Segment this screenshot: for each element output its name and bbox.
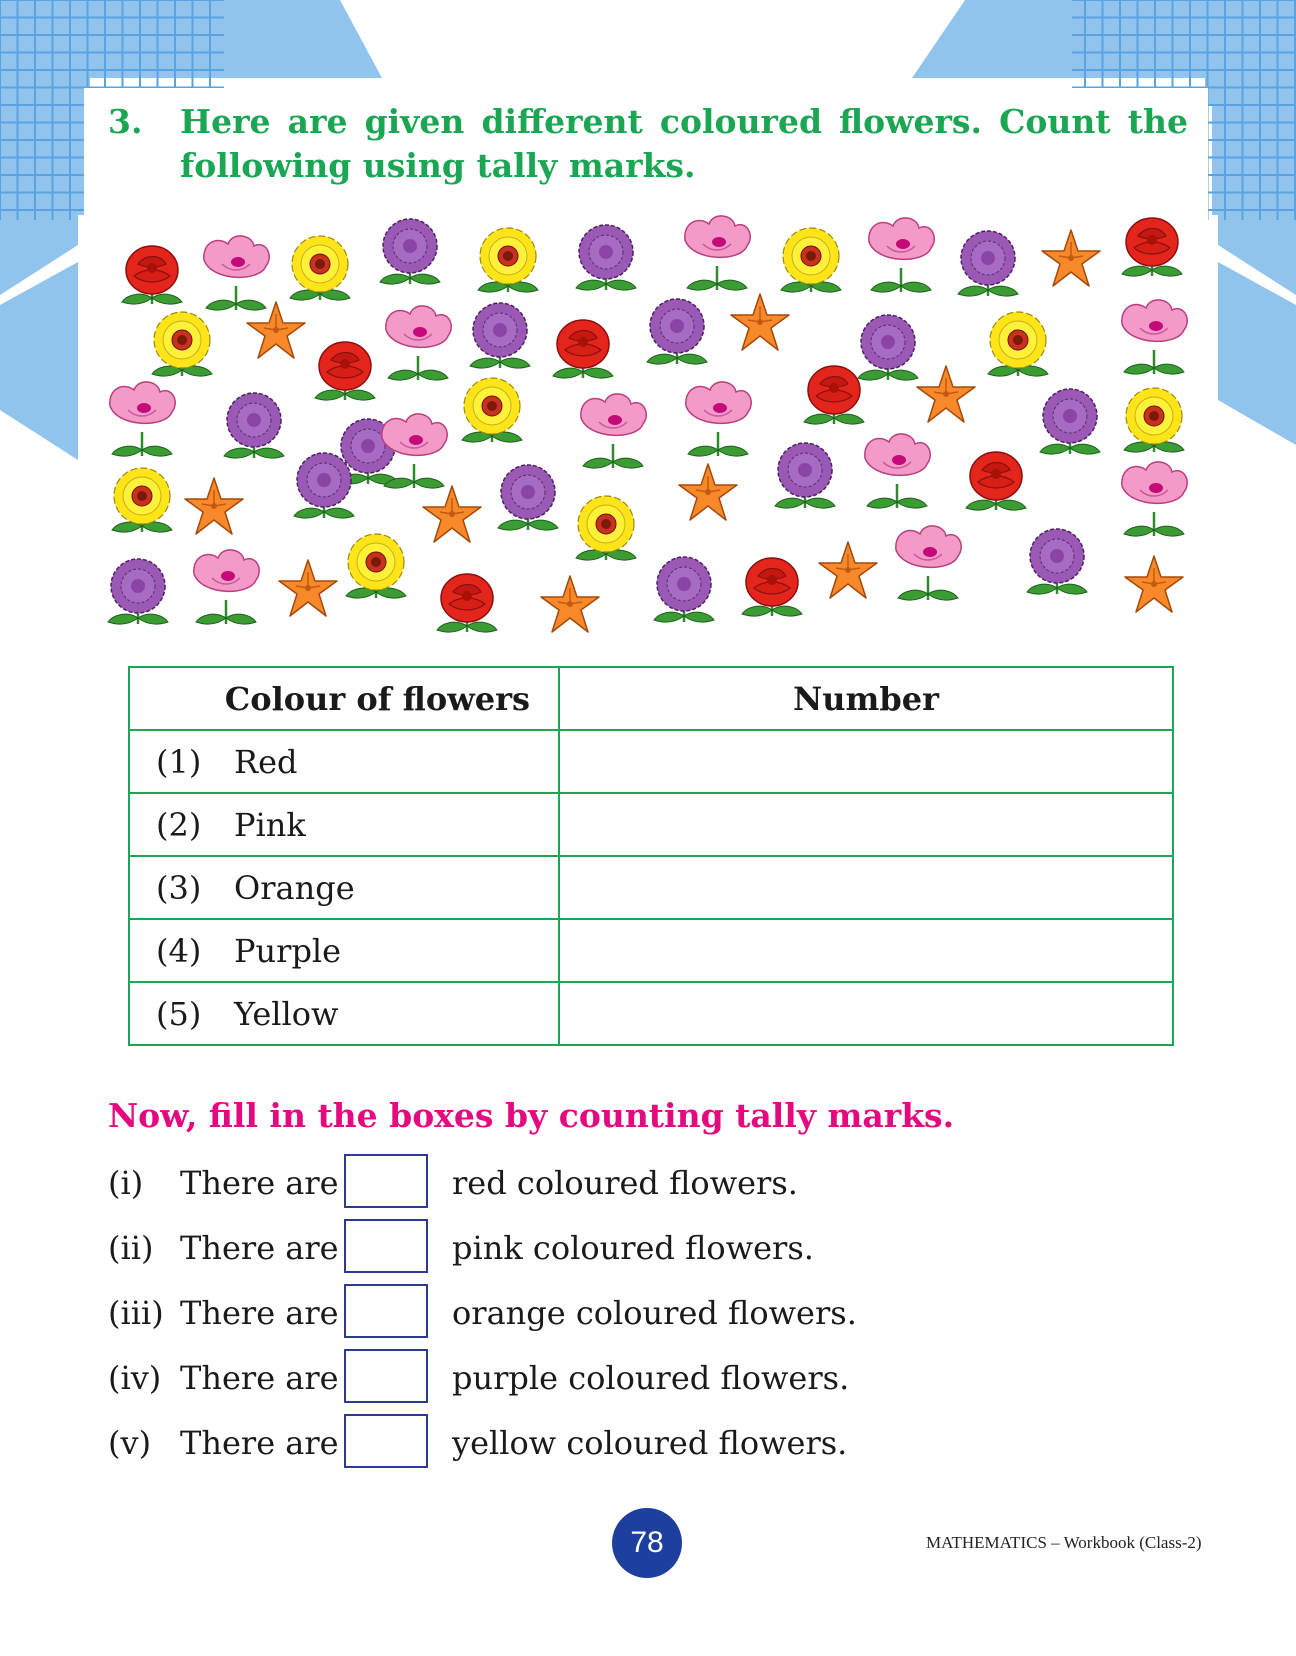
fill-item-suffix: red coloured flowers.: [452, 1164, 798, 1202]
purple-flower-icon: [380, 219, 440, 284]
fill-item-prefix: There are: [180, 1359, 339, 1397]
pink-flower-icon: [896, 526, 961, 600]
row-number: (5): [156, 994, 202, 1033]
table-header-row: [129, 667, 1173, 730]
fill-item-suffix: orange coloured flowers.: [452, 1294, 857, 1332]
fill-item-suffix: purple coloured flowers.: [452, 1359, 850, 1397]
pink-flower-icon: [386, 306, 451, 380]
row-colour-label: Purple: [234, 931, 342, 970]
purple-flower-icon: [1040, 389, 1100, 454]
orange-flower-icon: [819, 542, 877, 598]
number-cell-purple[interactable]: [559, 919, 1173, 982]
purple-flower-icon: [654, 557, 714, 622]
yellow-flower-icon: [152, 312, 212, 376]
orange-flower-icon: [1042, 230, 1100, 286]
orange-flower-icon: [917, 366, 975, 422]
table-row-purple: [129, 919, 1173, 982]
red-flower-icon: [742, 558, 802, 616]
row-colour-label: Pink: [234, 805, 306, 844]
purple-flower-icon: [224, 393, 284, 458]
red-flower-icon: [804, 366, 864, 424]
purple-flower-icon: [470, 303, 530, 368]
number-cell-orange[interactable]: [559, 856, 1173, 919]
fill-heading: Now, fill in the boxes by counting tally marks.: [108, 1096, 955, 1135]
page-number-badge: 78: [612, 1508, 682, 1578]
red-flower-icon: [437, 574, 497, 632]
fill-item-red: [108, 1154, 1008, 1210]
purple-flower-icon: [647, 299, 707, 364]
fill-item-number: (iii): [108, 1294, 164, 1332]
header-colour-of-flowers: Colour of flowers: [129, 667, 559, 730]
yellow-flower-icon: [988, 312, 1048, 376]
red-flower-icon: [315, 342, 375, 400]
purple-flower-icon: [775, 443, 835, 508]
fill-item-prefix: There are: [180, 1229, 339, 1267]
fill-item-yellow: [108, 1414, 1008, 1470]
red-flower-icon: [1122, 218, 1182, 276]
fill-item-suffix: yellow coloured flowers.: [452, 1424, 848, 1462]
row-number: (1): [156, 742, 202, 781]
fill-item-prefix: There are: [180, 1164, 339, 1202]
pink-flower-icon: [686, 382, 751, 456]
pink-flower-icon: [685, 216, 750, 290]
pink-flower-icon: [204, 236, 269, 310]
row-number: (3): [156, 868, 202, 907]
fill-item-suffix: pink coloured flowers.: [452, 1229, 814, 1267]
answer-box-purple[interactable]: [344, 1349, 428, 1403]
row-colour-label: Yellow: [234, 994, 339, 1033]
fill-item-purple: [108, 1349, 1008, 1405]
number-cell-red[interactable]: [559, 730, 1173, 793]
purple-flower-icon: [498, 465, 558, 530]
red-flower-icon: [966, 452, 1026, 510]
yellow-flower-icon: [290, 236, 350, 300]
fill-item-pink: [108, 1219, 1008, 1275]
pink-flower-icon: [869, 218, 934, 292]
pink-flower-icon: [194, 550, 259, 624]
answer-box-yellow[interactable]: [344, 1414, 428, 1468]
orange-flower-icon: [279, 560, 337, 616]
table-row-yellow: [129, 982, 1173, 1045]
row-number: (4): [156, 931, 202, 970]
fill-item-number: (iv): [108, 1359, 162, 1397]
answer-box-red[interactable]: [344, 1154, 428, 1208]
orange-flower-icon: [185, 478, 243, 534]
red-flower-icon: [553, 320, 613, 378]
fill-item-number: (v): [108, 1424, 152, 1462]
purple-flower-icon: [858, 315, 918, 380]
pink-flower-icon: [581, 394, 646, 468]
yellow-flower-icon: [478, 228, 538, 292]
yellow-flower-icon: [1124, 388, 1184, 452]
yellow-flower-icon: [346, 534, 406, 598]
orange-flower-icon: [1125, 556, 1183, 612]
red-flower-icon: [122, 246, 182, 304]
purple-flower-icon: [958, 231, 1018, 296]
question-number: 3.: [108, 102, 143, 141]
number-cell-pink[interactable]: [559, 793, 1173, 856]
flower-picture: [0, 0, 1296, 640]
number-cell-yellow[interactable]: [559, 982, 1173, 1045]
yellow-flower-icon: [112, 468, 172, 532]
table-row-orange: [129, 856, 1173, 919]
fill-item-prefix: There are: [180, 1294, 339, 1332]
header-number: Number: [559, 667, 1173, 730]
fill-item-number: (ii): [108, 1229, 154, 1267]
purple-flower-icon: [1027, 529, 1087, 594]
pink-flower-icon: [110, 382, 175, 456]
purple-flower-icon: [108, 559, 168, 624]
tally-table: [128, 666, 1174, 1046]
fill-item-number: (i): [108, 1164, 144, 1202]
row-colour-label: Orange: [234, 868, 355, 907]
yellow-flower-icon: [781, 228, 841, 292]
answer-box-orange[interactable]: [344, 1284, 428, 1338]
orange-flower-icon: [731, 294, 789, 350]
question-text: Here are given different coloured flowers. Count the following using tally marks.: [180, 102, 1188, 185]
row-colour-label: Red: [234, 742, 298, 781]
answer-box-pink[interactable]: [344, 1219, 428, 1273]
fill-item-orange: [108, 1284, 1008, 1340]
orange-flower-icon: [679, 464, 737, 520]
yellow-flower-icon: [576, 496, 636, 560]
orange-flower-icon: [541, 576, 599, 632]
pink-flower-icon: [1122, 462, 1187, 536]
table-row-pink: [129, 793, 1173, 856]
fill-item-prefix: There are: [180, 1424, 339, 1462]
book-title-footer: MATHEMATICS – Workbook (Class-2): [926, 1533, 1202, 1552]
orange-flower-icon: [423, 486, 481, 542]
table-row-red: [129, 730, 1173, 793]
yellow-flower-icon: [462, 378, 522, 442]
pink-flower-icon: [865, 434, 930, 508]
pink-flower-icon: [1122, 300, 1187, 374]
purple-flower-icon: [294, 453, 354, 518]
row-number: (2): [156, 805, 202, 844]
purple-flower-icon: [576, 225, 636, 290]
